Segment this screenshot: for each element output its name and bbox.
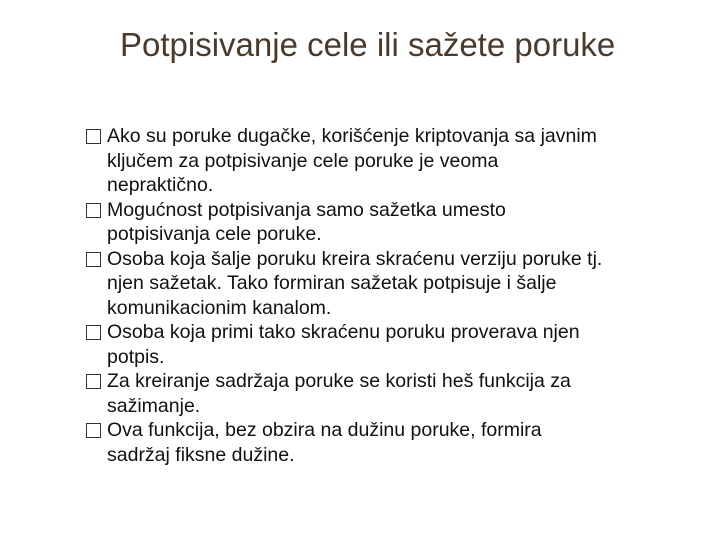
bullet-item [86, 320, 720, 369]
bullet-text-line: sažimanje. [107, 394, 201, 417]
bullet-item [86, 418, 720, 467]
bullet-text-line: Mogućnost potpisivanja samo sažetka umesto [107, 198, 506, 221]
hollow-square-bullet-icon [86, 423, 101, 438]
bullet-text-line: Ako su poruke dugačke, korišćenje kriptovanja sa javnim [107, 125, 597, 147]
bullet-text-line: Osoba koja šalje poruku kreira skraćenu verziju poruke tj. [107, 247, 603, 270]
hollow-square-bullet-icon [86, 325, 101, 340]
bullet-text-line: potpis. [107, 345, 165, 368]
hollow-square-bullet-icon [86, 252, 101, 267]
bullet-list [86, 124, 720, 467]
slide-title: Potpisivanje cele ili sažete poruke [120, 26, 616, 63]
hollow-square-bullet-icon [86, 203, 101, 218]
bullet-item [86, 369, 720, 418]
bullet-text-line: Ova funkcija, bez obzira na dužinu poruke, formira [107, 419, 542, 441]
bullet-text-line: nepraktično. [107, 174, 214, 196]
bullet-text-line: Osoba koja primi tako skraćenu poruku proverava njen [107, 321, 580, 343]
bullet-text-line: komunikacionim kanalom. [107, 296, 332, 319]
bullet-item [86, 198, 720, 247]
bullet-text-line: potpisivanja cele poruke. [107, 223, 322, 245]
hollow-square-bullet-icon [86, 129, 101, 144]
bullet-text-line: Za kreiranje sadržaja poruke se koristi heš funkcija za [107, 370, 571, 392]
bullet-item [86, 247, 720, 321]
bullet-item [86, 124, 720, 198]
bullet-text-line: sadržaj fiksne dužine. [107, 443, 295, 466]
bullet-text-line: ključem za potpisivanje cele poruke je veoma [107, 149, 499, 172]
hollow-square-bullet-icon [86, 374, 101, 389]
bullet-text-line: njen sažetak. Tako formiran sažetak potpisuje i šalje [107, 272, 557, 294]
